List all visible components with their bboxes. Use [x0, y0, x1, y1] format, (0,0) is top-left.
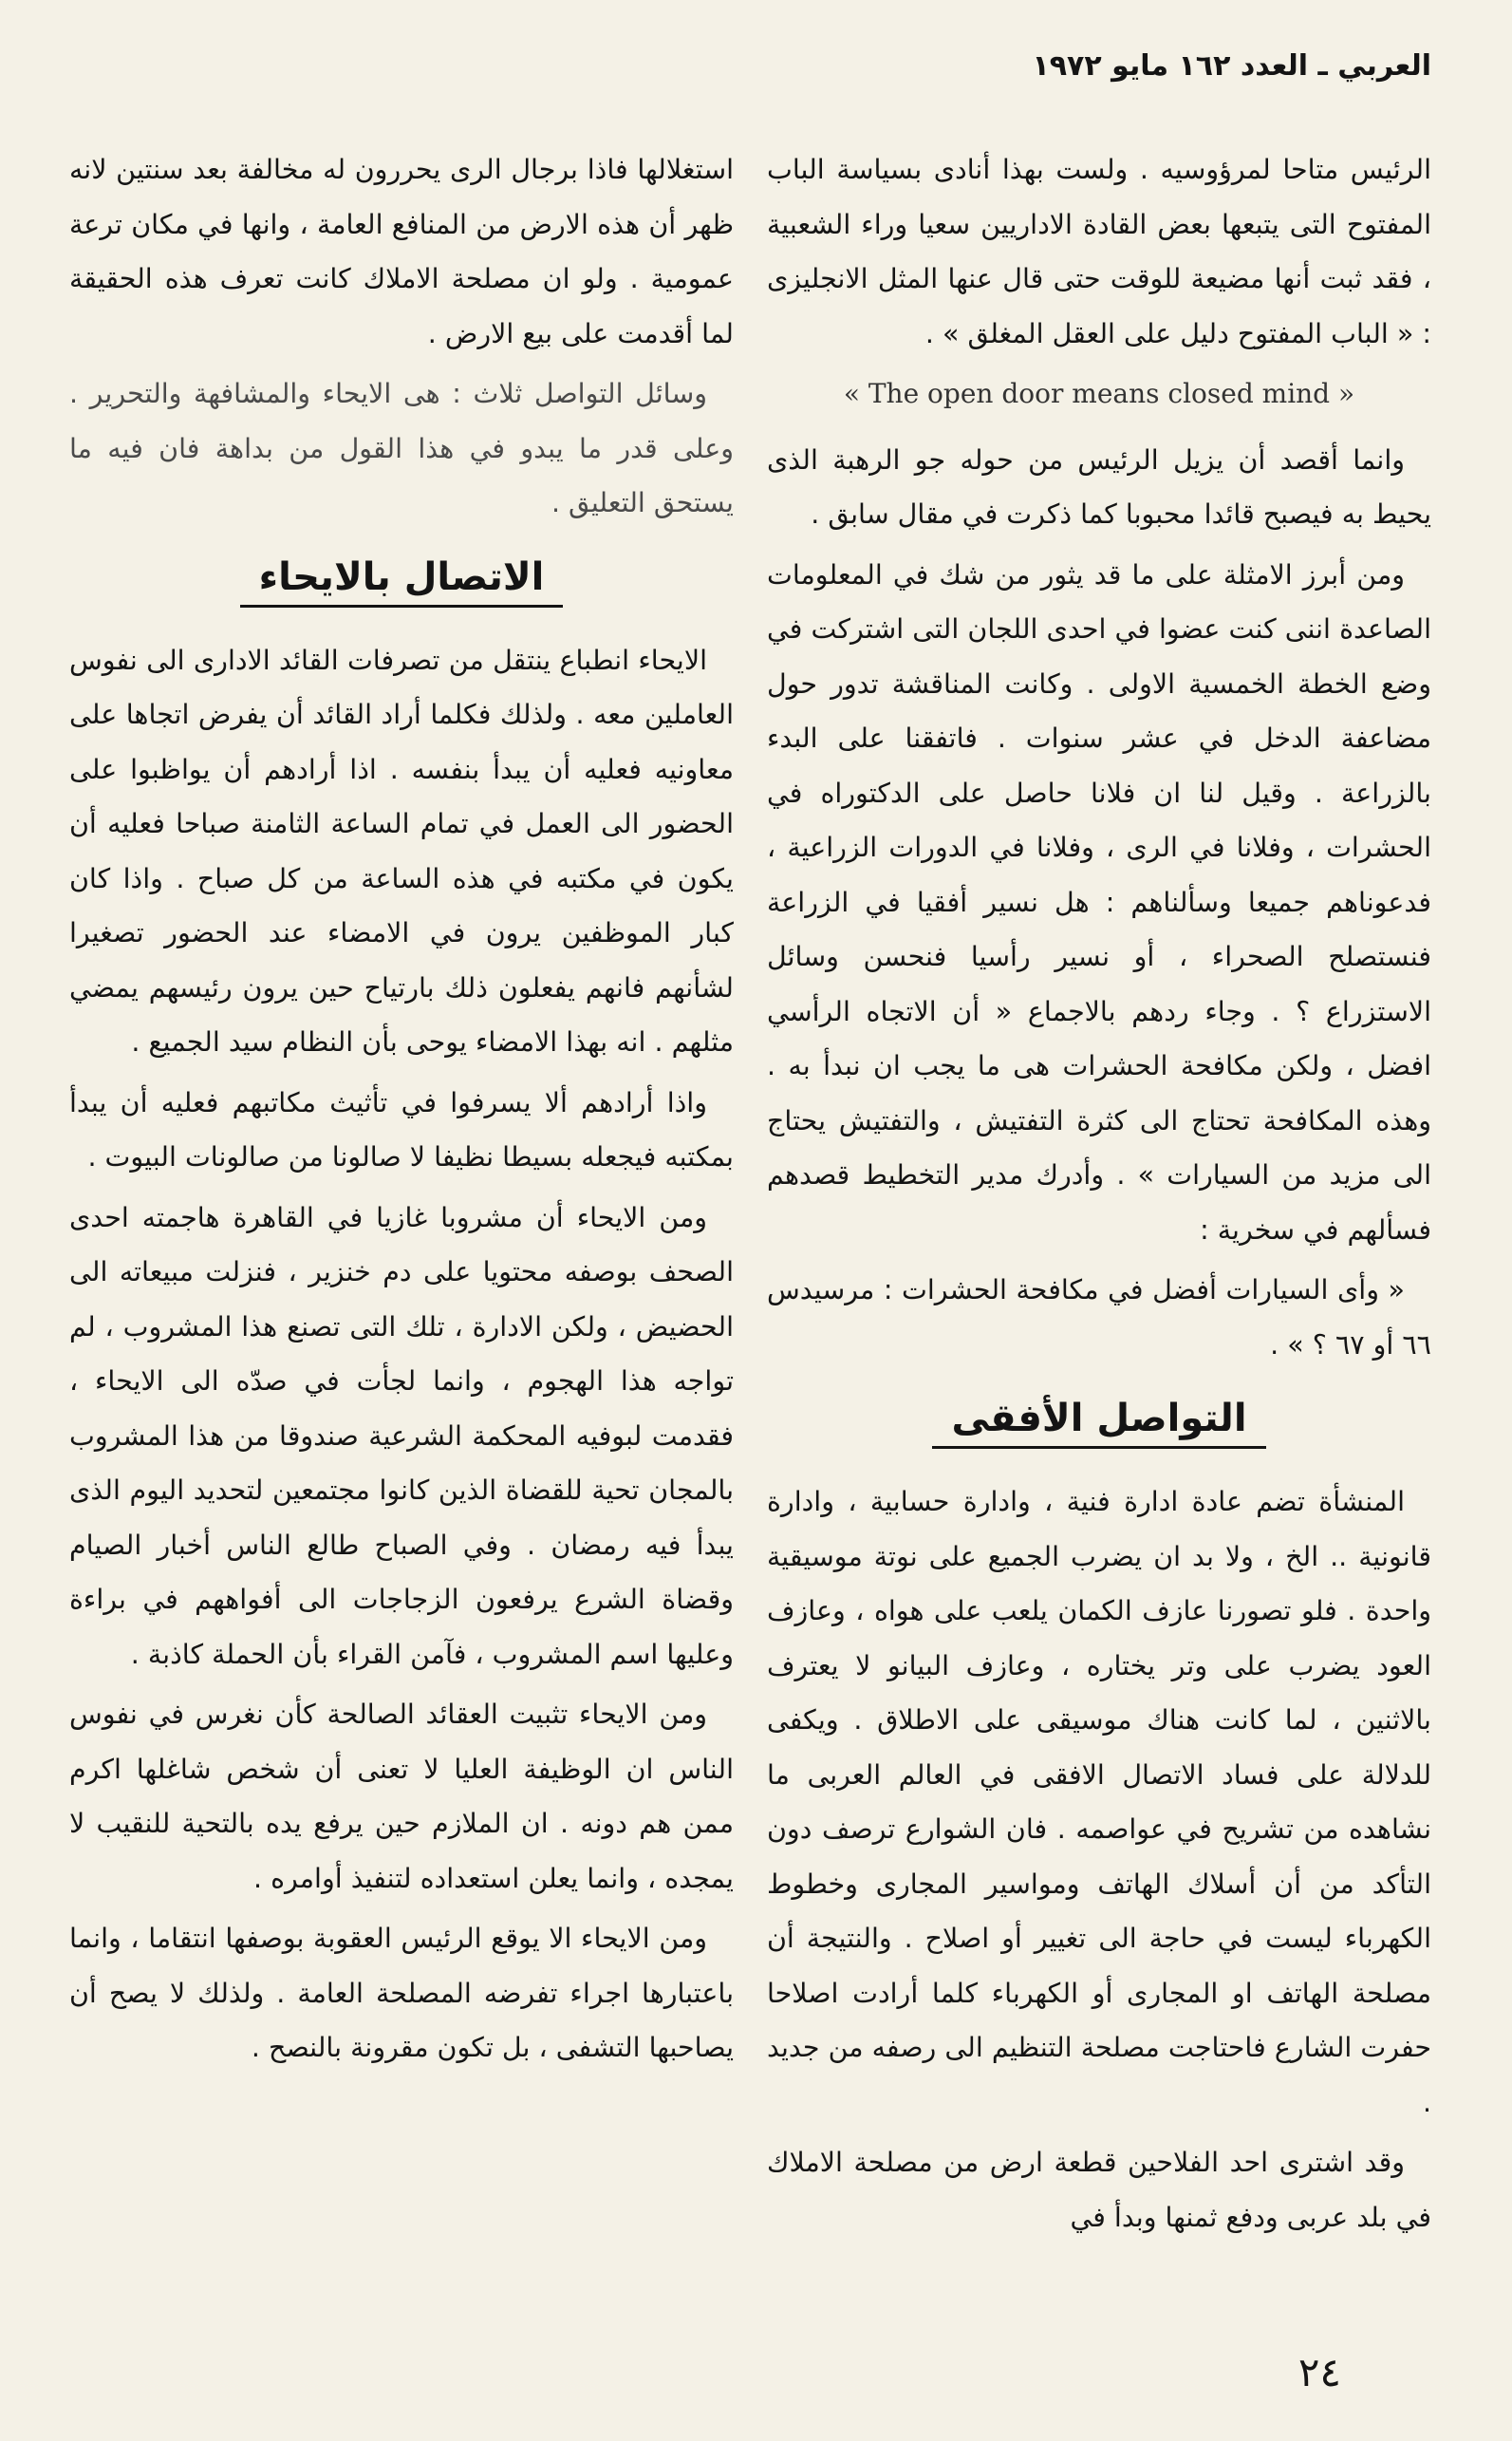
right-column [767, 142, 1431, 2250]
paragraph: واذا أرادهم ألا يسرفوا في تأثيث مكاتبهم فعليه أن يبدأ بمكتبه فيجعله بسيطا نظيفا لا صالونا من صالونات البيوت . [69, 1086, 734, 1173]
paragraph: المنشأة تضم عادة ادارة فنية ، وادارة حسابية ، وادارة قانونية .. الخ ، ولا بد ان يضرب الجميع على نوتة موسيقية واحدة . فلو تصورنا عازف الكمان يلعب على هواه ، وعازف العود يضرب على وتر يختاره ، وعازف البيانو لا يعترف بالاثنين ، لما كانت هناك موسيقى على الاطلاق . ويكفى للدلالة على فساد الاتصال الافقى في العالم العربى ما نشاهده من تشريح في عواصمه . فان الشوارع ترصف دون التأكد من أن أسلاك الهاتف ومواسير المجارى وخطوط الكهرباء ليست في حاجة الى تغيير أو اصلاح . والنتيجة أن مصلحة الهاتف او المجارى أو الكهرباء كلما أرادت اصلاحا حفرت الشارع فاحتاجت مصلحة التنظيم الى رصفه من جديد . [767, 1486, 1431, 2118]
section-heading-text: الاتصال بالايحاء [240, 555, 564, 608]
section-heading-suggestion [69, 544, 734, 610]
paragraph: ومن الايحاء أن مشروبا غازيا في القاهرة هاجمته احدى الصحف بوصفه محتويا على دم خنزير ، فنزلت مبيعاته الى الحضيض ، ولكن الادارة ، تلك التى تصنع هذا المشروب ، لم تواجه هذا الهجوم ، وانما لجأت في صدّه الى الايحاء ، فقدمت لبوفيه المحكمة الشرعية صندوقا من هذا المشروب بالمجان تحية للقضاة الذين كانوا مجتمعين لتحديد اليوم الذى يبدأ فيه رمضان . وفي الصباح طالع الناس أخبار الصيام وقضاة الشرع يرفعون الزجاجات الى أفواههم في براءة وعليها اسم المشروب ، فآمن القراء بأن الحملة كاذبة . [69, 1201, 734, 1670]
left-column [69, 142, 734, 2081]
paragraph: الايحاء انطباع ينتقل من تصرفات القائد الادارى الى نفوس العاملين معه . ولذلك فكلما أراد القائد أن يفرض اتجاها على معاونيه فعليه أن يبدأ بنفسه . اذا أرادهم أن يواظبوا على الحضور الى العمل في تمام الساعة الثامنة صباحا فعليه أن يكون في مكتبه في هذه الساعة من كل صباح . واذا كان كبار الموظفين يرون في الامضاء عند الحضور تصغيرا لشأنهم فانهم يفعلون ذلك بارتياح حين يرون رئيسهم يمضي مثلهم . انه بهذا الامضاء يوحى بأن النظام سيد الجميع . [69, 644, 734, 1058]
paragraph: ومن الايحاء الا يوقع الرئيس العقوبة بوصفها انتقاما ، وانما باعتبارها اجراء تفرضه المصلحة العامة . ولذلك لا يصح أن يصاحبها التشفى ، بل تكون مقرونة بالنصح . [69, 1923, 734, 2063]
paragraph: ومن الايحاء تثبيت العقائد الصالحة كأن نغرس في نفوس الناس ان الوظيفة العليا لا تعنى أن شخص شاغلها اكرم ممن هم دونه . ان الملازم حين يرفع يده بالتحية للنقيب لا يمجده ، وانما يعلن استعداده لتنفيذ أوامره . [69, 1699, 734, 1894]
paragraph: الرئيس متاحا لمرؤوسيه . ولست بهذا أنادى بسياسة الباب المفتوح التى يتبعها بعض القادة الاداريين سعيا وراء الشعبية ، فقد ثبت أنها مضيعة للوقت حتى قال عنها المثل الانجليزى : « الباب المفتوح دليل على العقل المغلق » . [767, 154, 1431, 349]
section-heading-text: التواصل الأفقى [932, 1397, 1265, 1449]
section-heading-horizontal [767, 1385, 1431, 1452]
paragraph: ومن أبرز الامثلة على ما قد يثور من شك في المعلومات الصاعدة اننى كنت عضوا في احدى اللجان التى اشتركت في وضع الخطة الخمسية الاولى . وكانت المناقشة تدور حول مضاعفة الدخل في عشر سنوات . فاتفقنا على البدء بالزراعة . وقيل لنا ان فلانا حاصل على الدكتوراه في الحشرات ، وفلانا في الرى ، وفلانا في الدورات الزراعية ، فدعوناهم جميعا وسألناهم : هل نسير أفقيا في الزراعة فنستصلح الصحراء ، أو نسير رأسيا فنحسن وسائل الاستزراع ؟ . وجاء ردهم بالاجماع « أن الاتجاه الرأسي افضل ، ولكن مكافحة الحشرات هى ما يجب ان نبدأ به . وهذه المكافحة تحتاج الى كثرة التفتيش ، والتفتيش يحتاج الى مزيد من السيارات » . وأدرك مدير التخطيط قصدهم فسألهم في سخرية : [767, 558, 1431, 1246]
page-number: ٢٤ [1297, 2349, 1341, 2395]
running-header: العربي ـ العدد ١٦٢ مايو ١٩٧٢ [1032, 49, 1431, 83]
paragraph: استغلالها فاذا برجال الرى يحررون له مخالفة بعد سنتين لانه ظهر أن هذه الارض من المنافع العامة ، وانها في مكان ترعة عمومية . ولو ان مصلحة الاملاك كانت تعرف هذه الحقيقة لما أقدمت على بيع الارض . [69, 154, 734, 349]
paragraph: وقد اشترى احد الفلاحين قطعة ارض من مصلحة الاملاك في بلد عربى ودفع ثمنها وبدأ في [767, 2147, 1431, 2233]
paragraph: وسائل التواصل ثلاث : هى الايحاء والمشافهة والتحرير . وعلى قدر ما يبدو في هذا القول من بداهة فان فيه ما يستحق التعليق . [69, 378, 734, 518]
paragraph: « وأى السيارات أفضل في مكافحة الحشرات : مرسيدس ٦٦ أو ٦٧ ؟ » . [767, 1274, 1431, 1361]
english-quote: « The open door means closed mind » [843, 378, 1355, 409]
paragraph: وانما أقصد أن يزيل الرئيس من حوله جو الرهبة الذى يحيط به فيصبح قائدا محبوبا كما ذكرت في مقال سابق . [767, 443, 1431, 530]
